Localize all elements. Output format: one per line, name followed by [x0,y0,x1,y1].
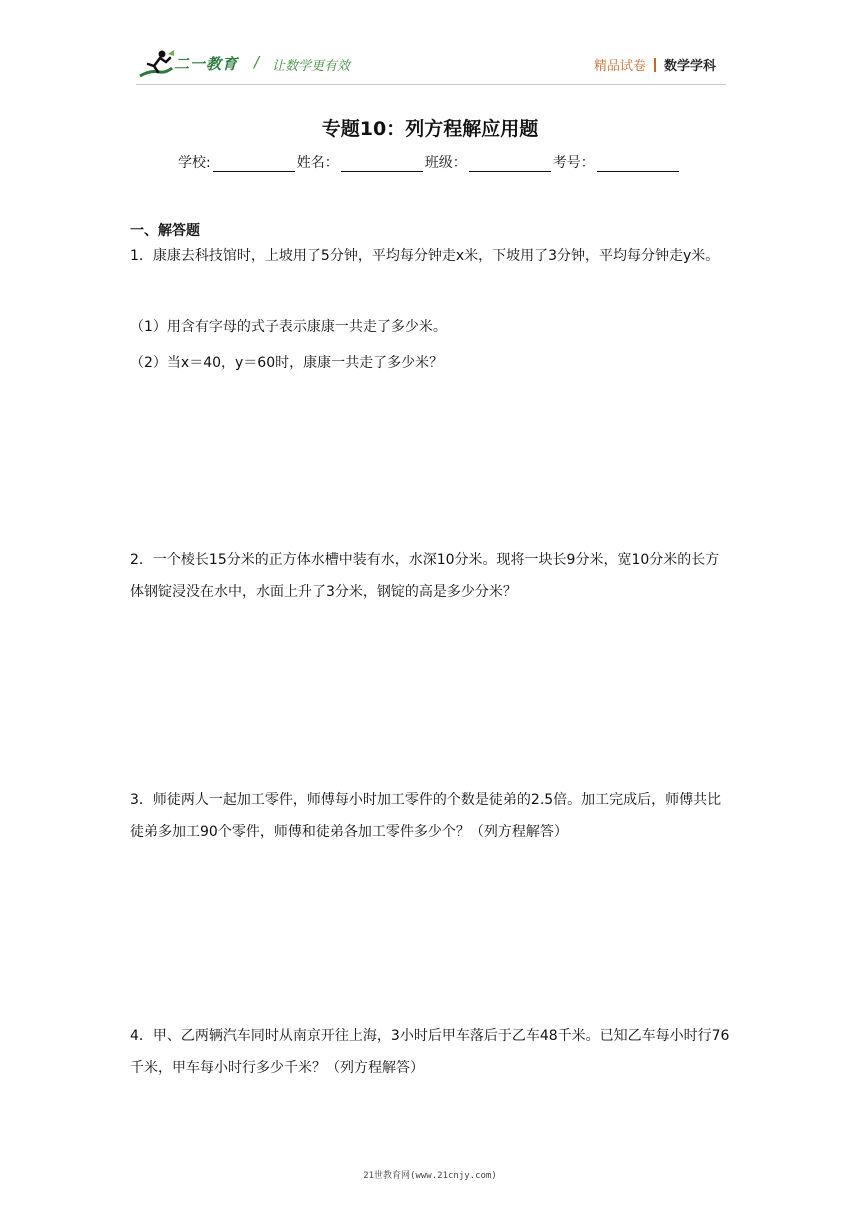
slogan: 让数学更有效 [272,59,351,74]
header-right [594,55,716,74]
name-blank[interactable] [341,157,423,172]
school-label: 学校: [178,155,211,171]
question-1: 1．康康去科技馆时，上坡用了5分钟，平均每分钟走x米，下坡用了3分钟，平均每分钟走y米。 [130,248,720,264]
page-title: 专题10：列方程解应用题 [321,118,539,140]
question-1-sub-1: （1）用含有字母的式子表示康康一共走了多少米。 [130,319,447,335]
class-blank[interactable] [469,157,551,172]
question-2: 2．一个棱长15分米的正方体水槽中装有水，水深10分米。现将一块长9分米，宽10分米的长方体钢锭浸没在水中，水面上升了3分米，钢锭的高是多少分米？ [130,552,720,600]
question-4: 4．甲、乙两辆汽车同时从南京开往上海，3小时后甲车落后于乙车48千米。已知乙车每小时行76千米，甲车每小时行多少千米？（列方程解答） [130,1028,730,1076]
brand-name: 二一教育 [174,55,239,73]
footer-source: 21世教育网(www.21cnjy.com) [363,1171,497,1181]
exam-no-blank[interactable] [597,157,679,172]
student-info [178,152,681,172]
class-label: 班级： [424,155,467,171]
exam-no-label: 考号： [552,155,595,171]
divider-slash: / [254,53,260,71]
section-heading: 一、解答题 [130,223,200,239]
header-separator [654,58,656,72]
question-3: 3．师徒两人一起加工零件，师傅每小时加工零件的个数是徒弟的2.5倍。加工完成后，师傅共比徒弟多加工90个零件，师傅和徒弟各加工零件多少个？（列方程解答） [130,792,722,840]
page-header [0,0,860,90]
header-subject: 数学学科 [663,59,716,74]
header-rule [136,84,726,85]
school-blank[interactable] [213,157,295,172]
header-tag: 精品试卷 [593,59,646,74]
name-label: 姓名： [296,155,339,171]
question-1-sub-2: （2）当x＝40，y＝60时，康康一共走了多少米？ [130,355,444,371]
runner-logo-icon [136,48,176,80]
